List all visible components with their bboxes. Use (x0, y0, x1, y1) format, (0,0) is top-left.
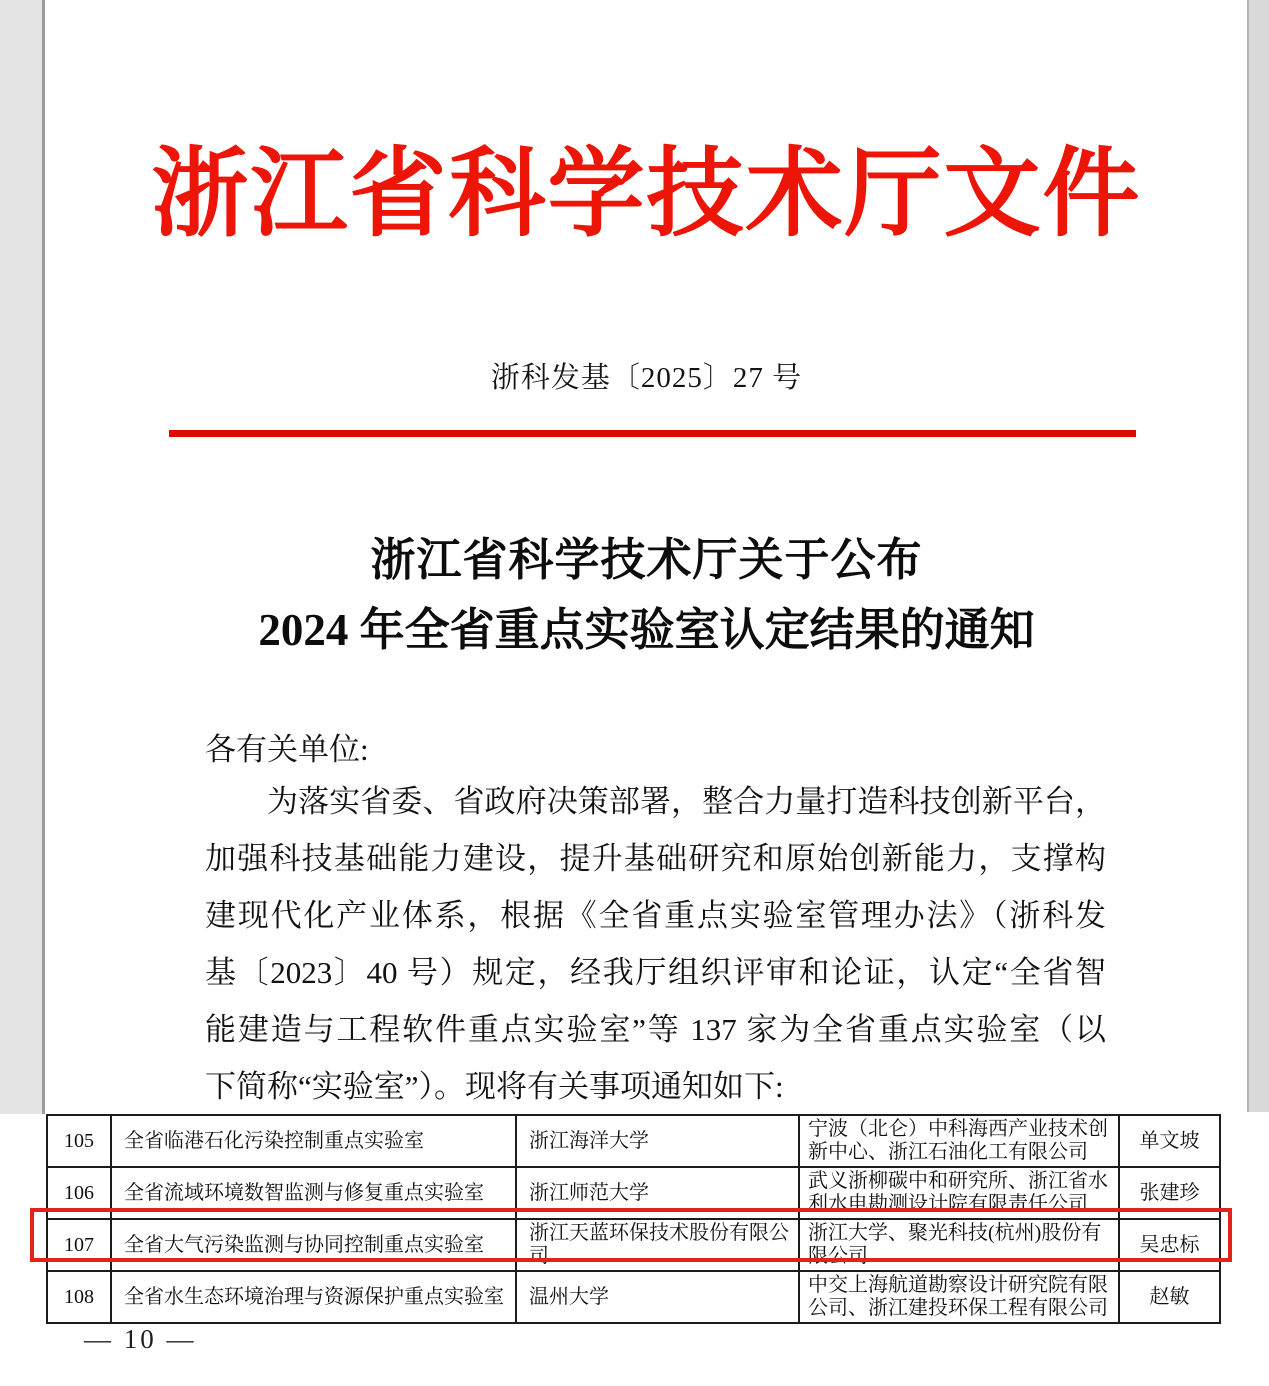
lab-results-table (46, 1114, 1221, 1324)
table-row-highlighted (47, 1219, 1220, 1271)
cell-partners: 宁波（北仑）中科海西产业技术创新中心、浙江石油化工有限公司 (799, 1115, 1119, 1167)
cell-person: 张建珍 (1119, 1167, 1220, 1219)
cell-institution: 浙江海洋大学 (516, 1115, 799, 1167)
results-table-body (47, 1115, 1220, 1323)
cell-no: 107 (47, 1219, 111, 1271)
cell-no: 106 (47, 1167, 111, 1219)
cell-partners: 浙江大学、聚光科技(杭州)股份有限公司 (799, 1219, 1119, 1271)
red-divider-line (169, 430, 1136, 437)
document-number: 浙科发基〔2025〕27 号 (490, 362, 803, 394)
cell-person: 吴忠标 (1119, 1219, 1220, 1271)
cell-partners: 中交上海航道勘察设计研究院有限公司、浙江建投环保工程有限公司 (799, 1271, 1119, 1323)
cell-lab: 全省大气污染监测与协同控制重点实验室 (111, 1219, 516, 1271)
cell-institution: 浙江师范大学 (516, 1167, 799, 1219)
cell-lab: 全省水生态环境治理与资源保护重点实验室 (111, 1271, 516, 1323)
table-row (47, 1115, 1220, 1167)
cell-partners: 武义浙柳碳中和研究所、浙江省水利水电勘测设计院有限责任公司 (799, 1167, 1119, 1219)
body-line: 建现代化产业体系，根据《全省重点实验室管理办法》（浙科发 (205, 898, 1106, 933)
page-number: — 10 — (84, 1324, 197, 1354)
cell-no: 105 (47, 1115, 111, 1167)
cell-person: 赵敏 (1119, 1271, 1220, 1323)
left-window-strip (0, 0, 45, 1114)
body-paragraph (205, 773, 1106, 1115)
notice-title-line1: 浙江省科学技术厅关于公布 (370, 535, 923, 585)
cell-lab: 全省流域环境数智监测与修复重点实验室 (111, 1167, 516, 1219)
salutation: 各有关单位: (205, 732, 369, 767)
cell-institution: 浙江天蓝环保技术股份有限公司 (516, 1219, 799, 1271)
cell-no: 108 (47, 1271, 111, 1323)
body-line: 能建造与工程软件重点实验室”等 137 家为全省重点实验室（以 (205, 1012, 1106, 1047)
document-header-title: 浙江省科学技术厅文件 (151, 141, 1142, 248)
table-row (47, 1271, 1220, 1323)
body-line: 加强科技基础能力建设，提升基础研究和原始创新能力，支撑构 (205, 841, 1106, 876)
notice-title-line2: 2024 年全省重点实验室认定结果的通知 (258, 605, 1035, 655)
table-row (47, 1167, 1220, 1219)
cell-institution: 温州大学 (516, 1271, 799, 1323)
body-line: 为落实省委、省政府决策部署，整合力量打造科技创新平台， (267, 784, 1106, 819)
body-line: 下简称“实验室”）。现将有关事项通知如下: (205, 1069, 784, 1104)
right-window-strip (1247, 0, 1269, 1112)
body-line: 基〔2023〕40 号）规定，经我厅组织评审和论证，认定“全省智 (205, 955, 1106, 990)
cell-lab: 全省临港石化污染控制重点实验室 (111, 1115, 516, 1167)
cell-person: 单文坡 (1119, 1115, 1220, 1167)
